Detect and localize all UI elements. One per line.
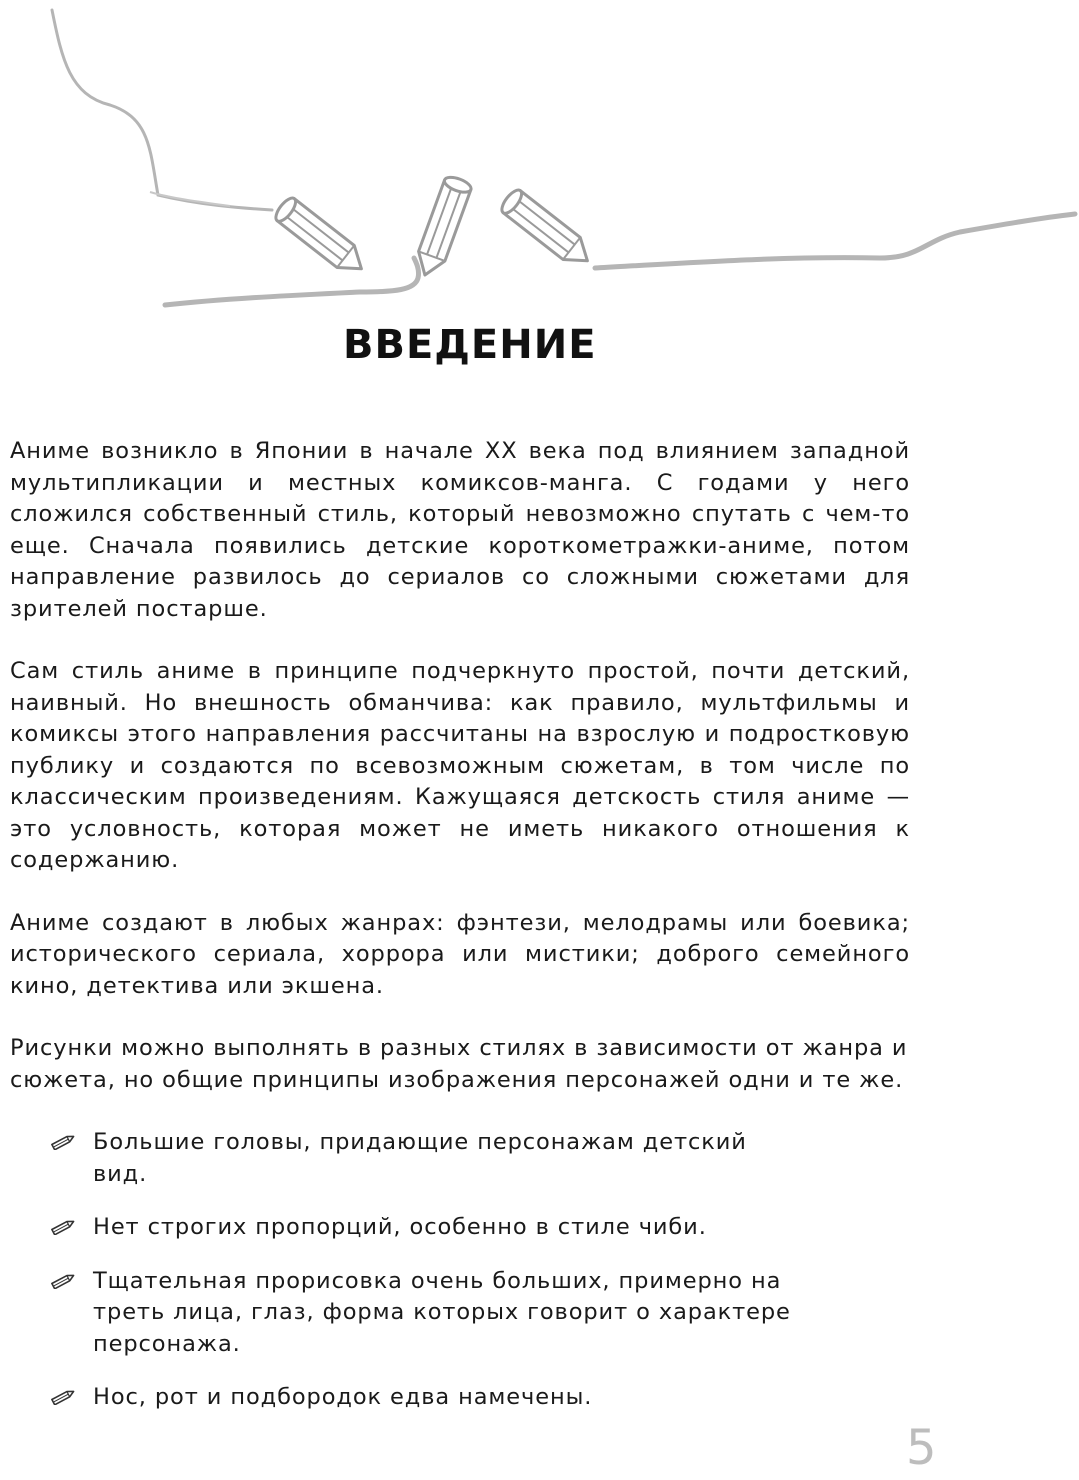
list-item — [10, 1266, 793, 1361]
page-title: ВВЕДЕНИЕ — [343, 322, 597, 368]
page-number: 5 — [906, 1420, 937, 1476]
pencil-icon — [412, 174, 473, 279]
pencil-bullet-icon — [50, 1134, 76, 1150]
list-item — [10, 1382, 793, 1414]
paragraph: Рисунки можно выполнять в разных стилях в зависимости от жанра и сюжета, но общие принципы изображения персонажей одни и те же. — [10, 1035, 908, 1093]
pencil-icon — [272, 195, 370, 280]
paragraph: Сам стиль аниме в принципе подчеркнуто простой, почти детский, наивный. Но внешность обманчива: как правило, мультфильмы и комиксы этого направления рассчитаны на взрослую и подростковую публику и создаются по всевозможным сюжетам, в том числе по классическим произведениям. Кажущаяся детскость стиля аниме — это условность, которая может не иметь никакого отношения к содержанию. — [10, 658, 910, 873]
list-item-text: Тщательная прорисовка очень больших, примерно на треть лица, глаз, форма которых говорит о характере персонажа. — [93, 1267, 791, 1357]
header-decoration — [0, 0, 1079, 320]
list-item-text: Большие головы, придающие персонажам детский вид. — [93, 1129, 747, 1187]
list-item — [10, 1127, 793, 1190]
paragraph: Аниме возникло в Японии в начале XX века под влиянием западной мультипликации и местных комиксов-манга. С годами у него сложился собственный стиль, который невозможно спутать с чем-то еще. Сначала появились детские короткометражки-аниме, потом направление развилось до сериалов со сложными сюжетами для зрителей постарше. — [10, 438, 910, 622]
body-text — [10, 436, 910, 1436]
pencil-bullet-icon — [50, 1219, 76, 1235]
list-item-text: Нет строгих пропорций, особенно в стиле чиби. — [93, 1214, 707, 1240]
list-item — [10, 1212, 793, 1244]
pencil-icon — [498, 187, 596, 272]
list-item-text: Нос, рот и подбородок едва намечены. — [93, 1384, 593, 1410]
pencil-bullet-icon — [50, 1273, 76, 1289]
pencil-bullet-icon — [50, 1389, 76, 1405]
feature-list — [10, 1127, 910, 1414]
paragraph: Аниме создают в любых жанрах: фэнтези, мелодрамы или боевика; исторического сериала, хоррора или мистики; доброго семейного кино, детектива или экшена. — [10, 909, 910, 999]
